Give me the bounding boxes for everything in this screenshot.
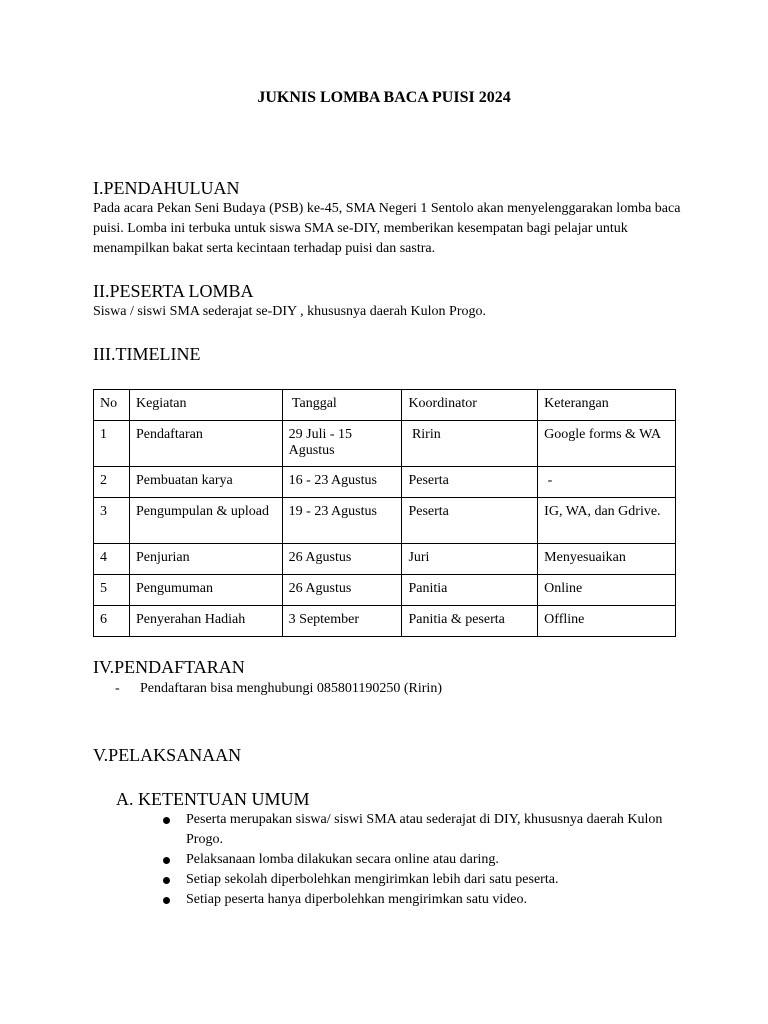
table-cell: IG, WA, dan Gdrive. bbox=[538, 498, 676, 544]
table-cell: 2 bbox=[94, 467, 130, 498]
heading-pendaftaran: IV.PENDAFTARAN bbox=[93, 657, 245, 677]
table-cell: Penyerahan Hadiah bbox=[129, 606, 282, 637]
list-item-text: Pelaksanaan lomba dilakukan secara online atau daring. bbox=[186, 852, 499, 867]
table-cell: 26 Agustus bbox=[282, 544, 402, 575]
subheading-ketentuan-umum: A. KETENTUAN UMUM bbox=[116, 789, 310, 809]
table-row bbox=[94, 498, 676, 544]
timeline-table bbox=[93, 389, 676, 637]
table-cell: 3 September bbox=[282, 606, 402, 637]
table-cell: 26 Agustus bbox=[282, 575, 402, 606]
heading-pelaksanaan: V.PELAKSANAAN bbox=[93, 745, 242, 765]
bullet-icon bbox=[163, 897, 170, 904]
list-item bbox=[160, 890, 680, 910]
table-cell: Peserta bbox=[402, 467, 538, 498]
document-title: JUKNIS LOMBA BACA PUISI 2024 bbox=[257, 89, 511, 106]
table-header-cell: Tanggal bbox=[282, 390, 402, 421]
list-item bbox=[160, 850, 680, 870]
dash-marker: - bbox=[115, 681, 120, 696]
table-header-cell: No bbox=[94, 390, 130, 421]
table-cell: 29 Juli - 15 Agustus bbox=[282, 421, 402, 467]
table-cell: Offline bbox=[538, 606, 676, 637]
table-row bbox=[94, 467, 676, 498]
table-row bbox=[94, 544, 676, 575]
table-cell: - bbox=[538, 467, 676, 498]
table-header-cell: Kegiatan bbox=[129, 390, 282, 421]
table-cell: 6 bbox=[94, 606, 130, 637]
table-cell: 4 bbox=[94, 544, 130, 575]
table-cell: Menyesuaikan bbox=[538, 544, 676, 575]
table-cell: 16 - 23 Agustus bbox=[282, 467, 402, 498]
table-row bbox=[94, 606, 676, 637]
table-header-cell: Koordinator bbox=[402, 390, 538, 421]
table-cell: Panitia & peserta bbox=[402, 606, 538, 637]
list-item-text: Pendaftaran bisa menghubungi 085801190250 (Ririn) bbox=[140, 681, 442, 696]
bullet-icon bbox=[163, 817, 170, 824]
bullet-list bbox=[160, 810, 680, 910]
list-item bbox=[160, 870, 680, 890]
table-cell: Penjurian bbox=[129, 544, 282, 575]
table-cell: Google forms & WA bbox=[538, 421, 676, 467]
table-row bbox=[94, 575, 676, 606]
list-item-text: Setiap sekolah diperbolehkan mengirimkan lebih dari satu peserta. bbox=[186, 872, 559, 887]
list-item bbox=[160, 810, 680, 850]
heading-peserta: II.PESERTA LOMBA bbox=[93, 281, 254, 301]
heading-pendahuluan: I.PENDAHULUAN bbox=[93, 178, 240, 198]
table-cell: Juri bbox=[402, 544, 538, 575]
table-cell: 3 bbox=[94, 498, 130, 544]
list-item-text: Peserta merupakan siswa/ siswi SMA atau sederajat di DIY, khususnya daerah Kulon Progo. bbox=[186, 812, 663, 847]
list-item bbox=[115, 679, 442, 699]
table-cell: Online bbox=[538, 575, 676, 606]
table-cell: Ririn bbox=[402, 421, 538, 467]
table-cell: 19 - 23 Agustus bbox=[282, 498, 402, 544]
bullet-icon bbox=[163, 857, 170, 864]
list-item-text: Setiap peserta hanya diperbolehkan mengirimkan satu video. bbox=[186, 892, 527, 907]
table-cell: Peserta bbox=[402, 498, 538, 544]
table-cell: Pengumuman bbox=[129, 575, 282, 606]
paragraph-peserta: Siswa / siswi SMA sederajat se-DIY , khususnya daerah Kulon Progo. bbox=[93, 304, 486, 319]
table-cell: 1 bbox=[94, 421, 130, 467]
table-cell: Pendaftaran bbox=[129, 421, 282, 467]
table-header-row bbox=[94, 390, 676, 421]
table-cell: Panitia bbox=[402, 575, 538, 606]
table-header-cell: Keterangan bbox=[538, 390, 676, 421]
paragraph-pendahuluan: Pada acara Pekan Seni Budaya (PSB) ke-45, SMA Negeri 1 Sentolo akan menyelenggarakan lomba baca puisi. Lomba ini terbuka untuk siswa SMA se-DIY, memberikan kesempatan bagi pelajar untuk menampilkan bakat serta kecintaan terhadap puisi dan sastra. bbox=[93, 201, 681, 256]
table-cell: Pembuatan karya bbox=[129, 467, 282, 498]
bullet-icon bbox=[163, 877, 170, 884]
heading-timeline: III.TIMELINE bbox=[93, 344, 201, 364]
table-cell: 5 bbox=[94, 575, 130, 606]
table-row bbox=[94, 421, 676, 467]
table-cell: Pengumpulan & upload bbox=[129, 498, 282, 544]
